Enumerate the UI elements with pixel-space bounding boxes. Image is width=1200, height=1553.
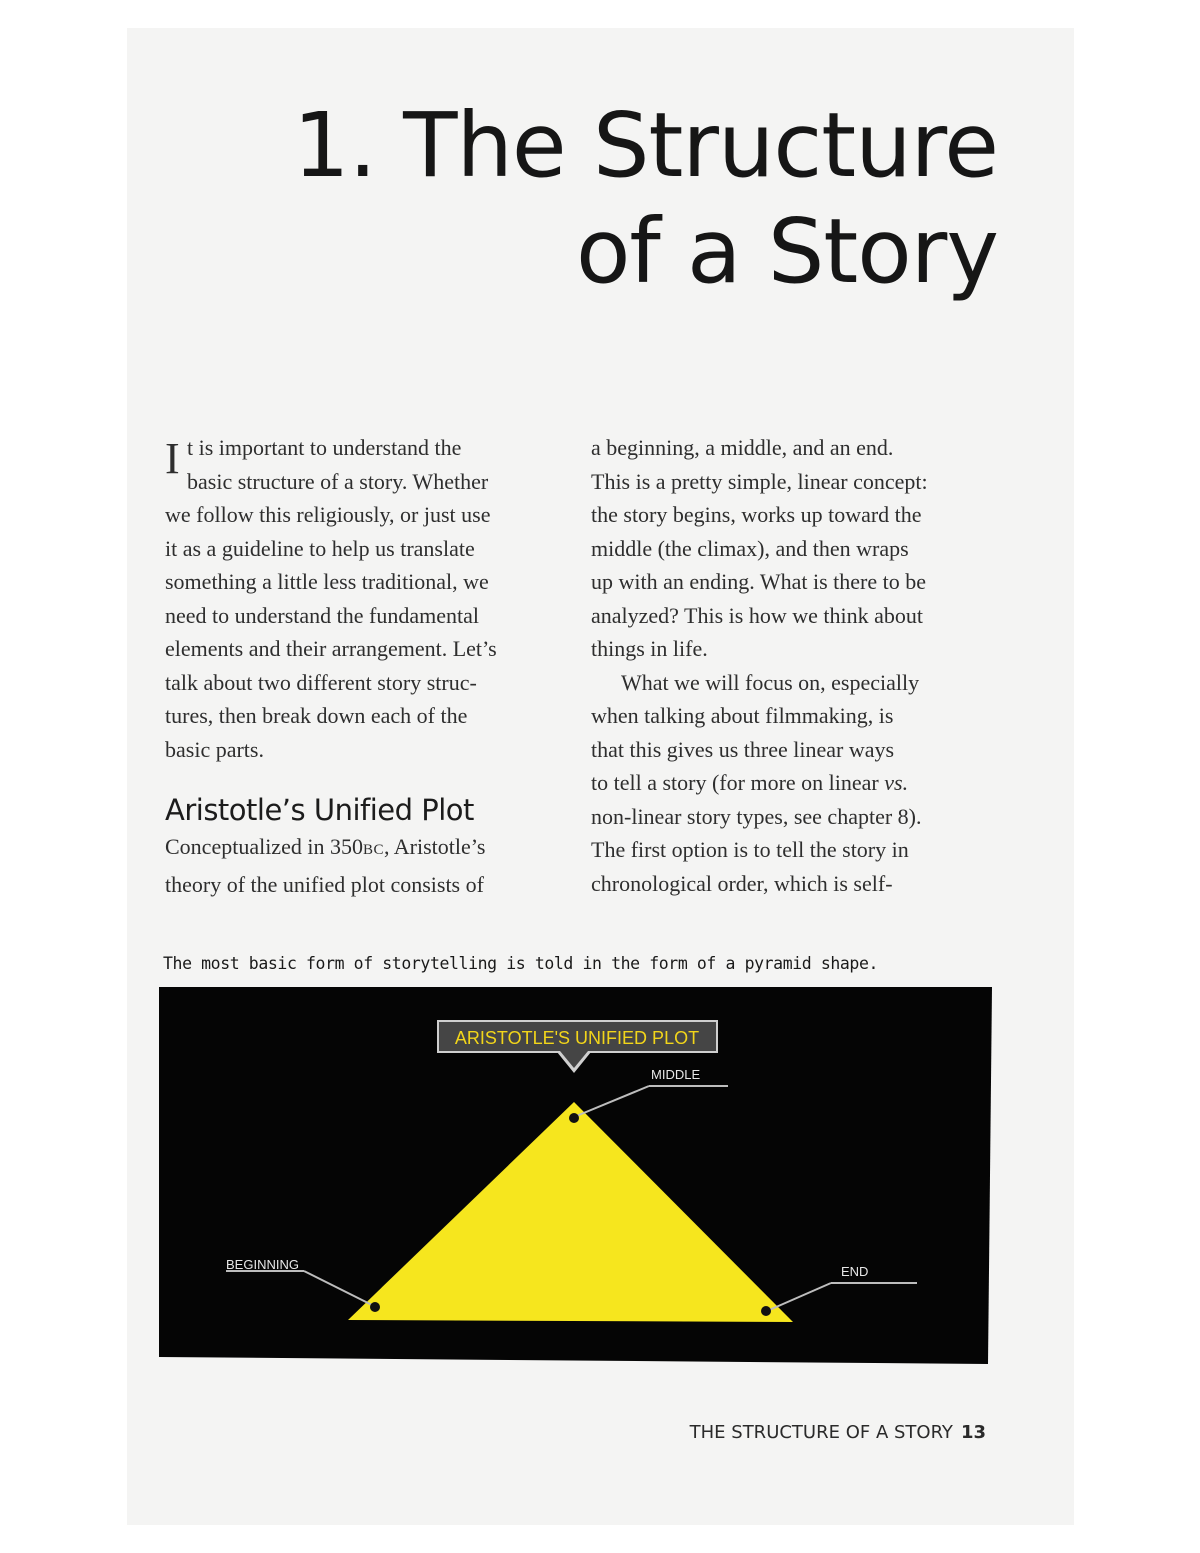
section-paragraph bbox=[165, 830, 565, 901]
end-point bbox=[761, 1306, 771, 1316]
beginning-point bbox=[370, 1302, 380, 1312]
intro-line: something a little less traditional, we bbox=[165, 569, 489, 594]
body-line: when talking about filmmaking, is bbox=[591, 703, 894, 728]
chapter-title-line-2: of a Story bbox=[575, 199, 998, 303]
era-abbreviation: BC bbox=[362, 842, 384, 858]
middle-point bbox=[569, 1113, 579, 1123]
paragraph-2 bbox=[591, 666, 1011, 901]
pyramid-diagram bbox=[159, 987, 992, 1364]
intro-line: talk about two different story struc- bbox=[165, 669, 477, 695]
intro-line: need to understand the fundamental bbox=[165, 602, 480, 628]
body-line: The first option is to tell the story in bbox=[591, 837, 909, 862]
left-column bbox=[165, 431, 565, 901]
section-line-text: Conceptualized in 350 bbox=[165, 834, 363, 859]
section-line: theory of the unified plot consists of bbox=[165, 871, 484, 897]
running-footer bbox=[690, 1422, 986, 1443]
middle-label: MIDDLE bbox=[651, 1067, 701, 1082]
body-line: This is a pretty simple, linear concept: bbox=[591, 468, 928, 494]
section-line-text: , Aristotle’s bbox=[383, 834, 486, 859]
versus-abbreviation: vs. bbox=[884, 770, 909, 795]
body-line: non-linear story types, see chapter 8). bbox=[591, 803, 922, 829]
intro-line-text: t is important to understand the bbox=[187, 435, 462, 460]
intro-line: it as a guideline to help us translate bbox=[165, 535, 475, 561]
running-head: THE STRUCTURE OF A STORY bbox=[689, 1422, 953, 1443]
body-line: things in life. bbox=[591, 636, 708, 661]
title-label-text: ARISTOTLE'S UNIFIED PLOT bbox=[454, 1028, 700, 1048]
figure-caption: The most basic form of storytelling is told in the form of a pyramid shape. bbox=[163, 954, 879, 973]
section-subheading: Aristotle’s Unified Plot bbox=[165, 793, 474, 827]
intro-line: basic parts. bbox=[165, 736, 264, 762]
intro-line: basic structure of a story. Whether bbox=[187, 468, 489, 494]
body-line: chronological order, which is self- bbox=[591, 870, 893, 896]
intro-paragraph bbox=[165, 431, 565, 766]
body-line: middle (the climax), and then wraps bbox=[591, 535, 909, 561]
end-label: END bbox=[841, 1264, 869, 1279]
paragraph-1 bbox=[591, 431, 1011, 666]
drop-cap: I bbox=[165, 434, 180, 483]
body-line bbox=[591, 766, 1011, 800]
unified-plot-figure bbox=[159, 987, 992, 1364]
body-line: up with an ending. What is there to be bbox=[591, 569, 927, 594]
section-line bbox=[165, 830, 565, 868]
intro-line: we follow this religiously, or just use bbox=[165, 502, 491, 527]
intro-line: elements and their arrangement. Let’s bbox=[165, 636, 497, 661]
body-line: What we will focus on, especially bbox=[621, 669, 920, 695]
body-line: a beginning, a middle, and an end. bbox=[591, 435, 894, 460]
chapter-title bbox=[293, 92, 998, 304]
body-line: analyzed? This is how we think about bbox=[591, 602, 923, 628]
body-line-text: to tell a story (for more on linear bbox=[591, 770, 885, 795]
chapter-title-line-1: 1. The Structure bbox=[292, 93, 998, 197]
beginning-label: BEGINNING bbox=[226, 1257, 299, 1272]
page-number: 13 bbox=[960, 1422, 986, 1443]
right-column bbox=[591, 431, 1011, 900]
body-line: the story begins, works up toward the bbox=[591, 502, 922, 527]
intro-line: tures, then break down each of the bbox=[165, 703, 468, 728]
body-line: that this gives us three linear ways bbox=[591, 736, 895, 762]
